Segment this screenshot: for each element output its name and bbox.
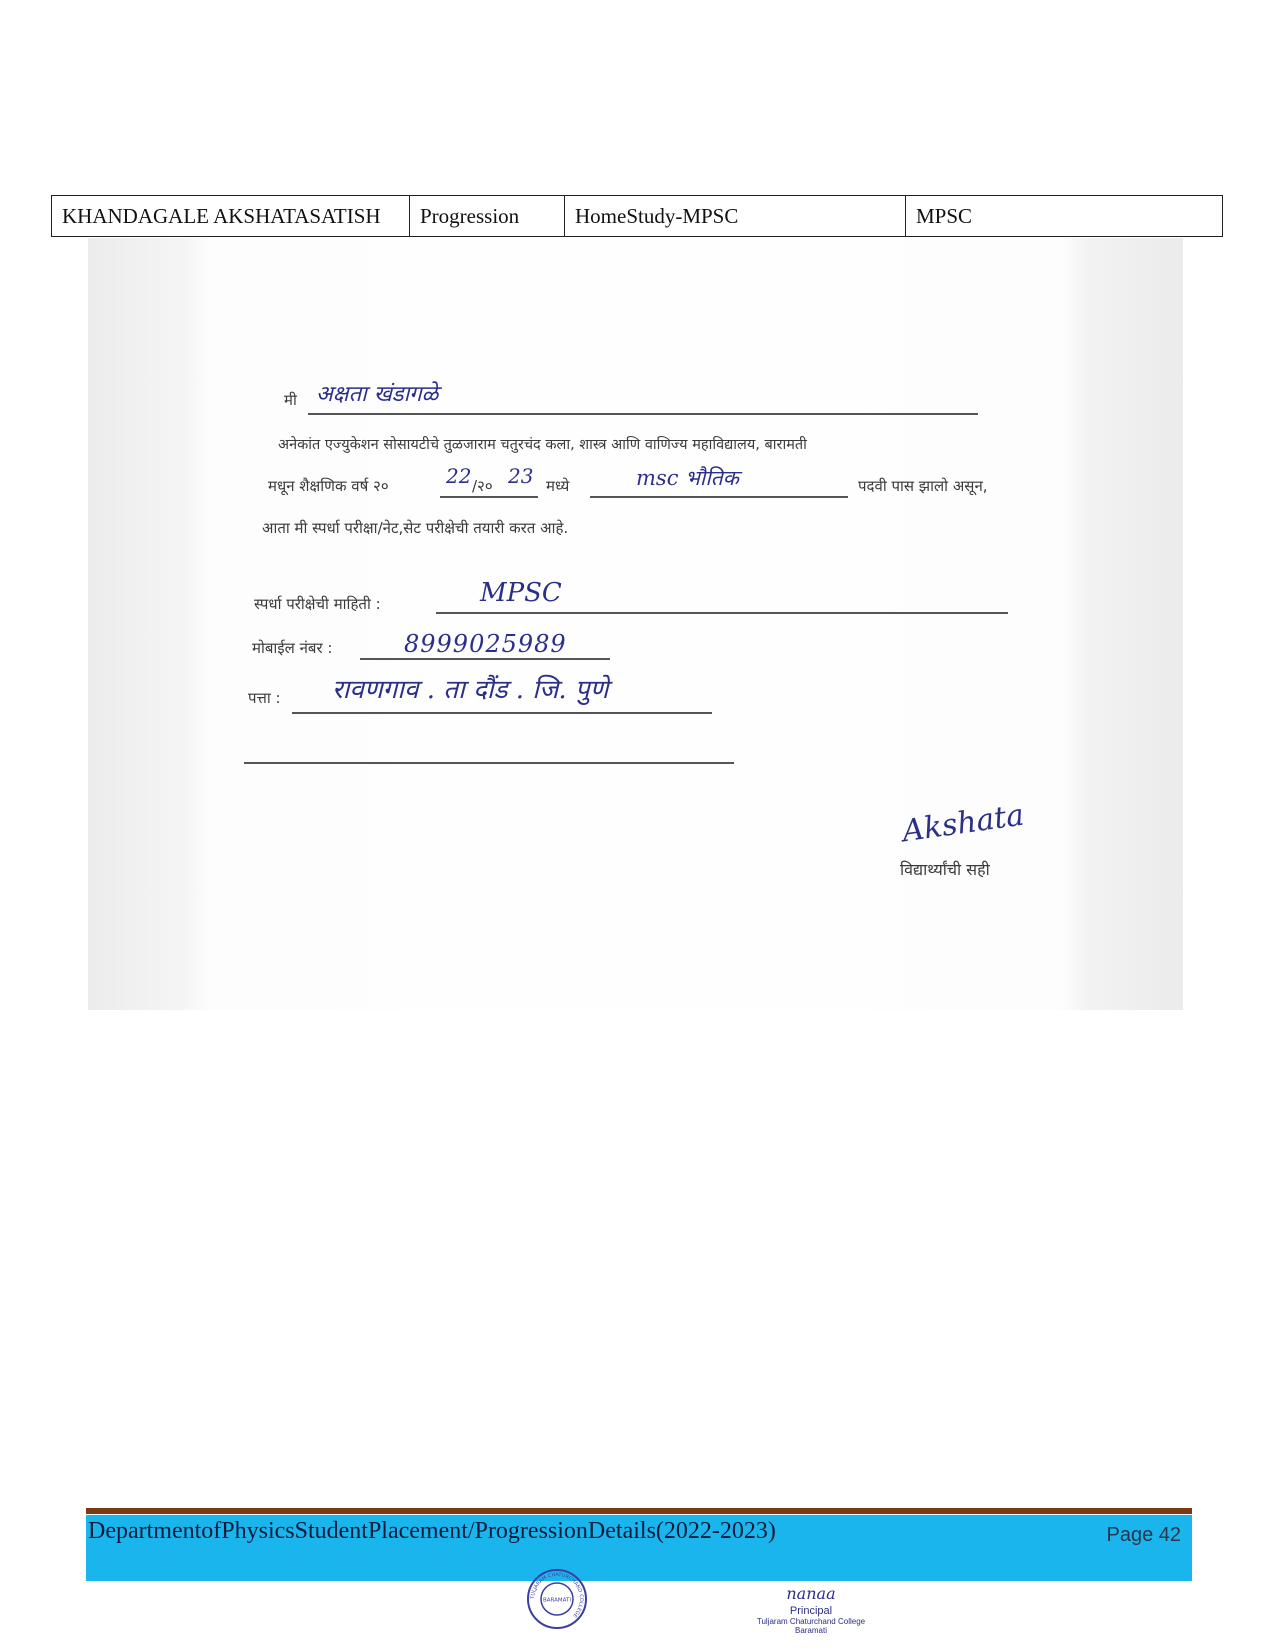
footer-rule [86,1508,1192,1514]
exam-info-label: स्पर्धा परीक्षेची माहिती : [254,595,381,613]
exam-cell: MPSC [906,196,1223,237]
preparation-line: आता मी स्पर्धा परीक्षा/नेट,सेट परीक्षेची तयारी करत आहे. [262,519,569,537]
year-handwritten-1: 22 [446,464,472,488]
scanned-declaration [88,238,1183,1010]
year-prefix-text: मधून शैक्षणिक वर्ष २० [268,477,389,495]
exam-underline [436,612,1008,614]
principal-signature: nanaa [786,1584,836,1603]
year-separator: /२० [472,477,493,495]
seal-text: BARAMATI [543,1597,571,1604]
salutation-text: मी [284,391,297,409]
address-label: पत्ता : [248,689,281,707]
name-underline [308,413,978,415]
year-handwritten-2: 23 [508,464,534,488]
college-line: अनेकांत एज्युकेशन सोसायटीचे तुळजाराम चतुरचंद कला, शास्त्र आणि वाणिज्य महाविद्यालय, बारामती [278,437,807,453]
mobile-handwritten: 8999025989 [404,630,567,658]
student-name-cell: KHANDAGALE AKSHATASATISH [52,196,410,237]
student-signature: Akshata [900,797,1027,850]
student-info-table [51,195,1223,237]
mobile-underline [360,658,610,660]
principal-college: Tuljaram Chaturchand College [756,1617,866,1626]
record-type-cell: Progression [410,196,565,237]
degree-underline [590,496,848,498]
table-row [52,196,1223,237]
svg-text:TULJARAM CHATURCHAND COLLEGE [530,1572,584,1619]
principal-block [746,1584,876,1635]
year-underline [440,496,538,498]
student-name-handwritten: अक्षता खंडागळे [316,382,439,407]
address-handwritten: रावणगाव . ता दौंड . जि. पुणे [332,675,609,705]
address-underline [292,712,712,714]
page-number: Page 42 [1106,1524,1181,1546]
mobile-label: मोबाईल नंबर : [252,639,333,657]
degree-handwritten: msc भौतिक [636,466,739,490]
mid-text: मध्ये [546,477,570,495]
signature-label: विद्यार्थ्यांची सही [900,860,990,879]
principal-place: Baramati [794,1626,827,1635]
college-seal-icon [526,1568,588,1630]
address-second-line [244,762,734,764]
exam-info-handwritten: MPSC [480,578,562,608]
study-mode-cell: HomeStudy-MPSC [565,196,906,237]
footer-title: DepartmentofPhysicsStudentPlacement/ProgressionDetails(2022-2023) [88,1518,776,1544]
principal-title: Principal [789,1605,833,1617]
degree-suffix-text: पदवी पास झालो असून, [858,477,988,495]
seal-ring-text: TULJARAM CHATURCHAND COLLEGE [529,1571,585,1619]
